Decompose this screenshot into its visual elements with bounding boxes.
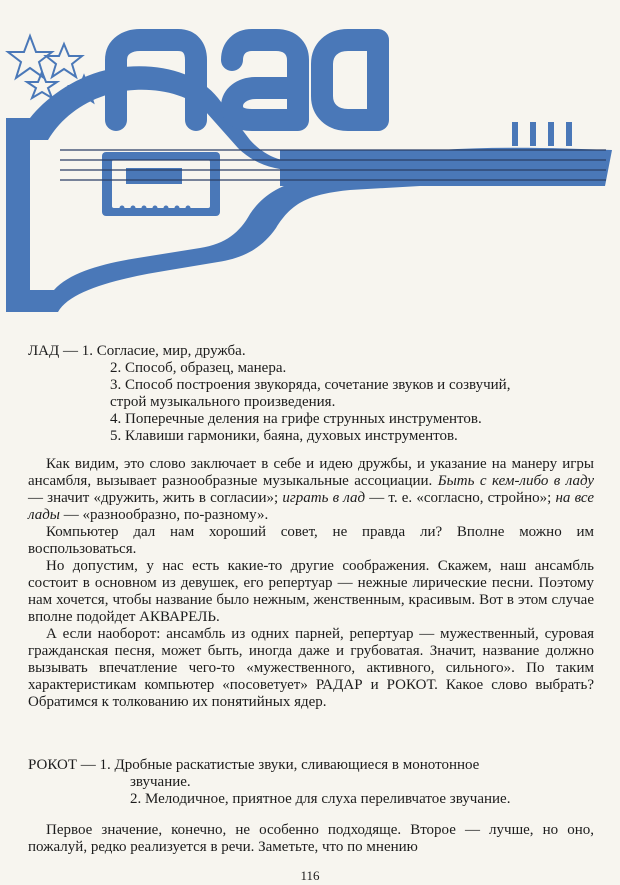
paragraph-5: Первое значение, конечно, не особенно подходяще. Второе — лучше, но оно, пожалуй, редко реализуется в речи. Заметьте, что по мнению bbox=[28, 822, 594, 855]
guitar-neck bbox=[280, 150, 600, 186]
lad-item-4: 4. Поперечные деления на грифе струнных инструментов. bbox=[110, 411, 482, 427]
lad-definition bbox=[28, 343, 594, 445]
rokot-definition bbox=[28, 757, 594, 808]
p1-italic-2: играть в лад bbox=[282, 490, 366, 506]
guitar-tuning-pegs bbox=[512, 122, 572, 146]
rokot-item-2: 2. Мелодичное, приятное для слуха переливчатое звучание. bbox=[130, 791, 511, 807]
paragraph-4: А если наоборот: ансамбль из одних парней, репертуар — мужественный, суровая гражданская песня, может быть, иногда даже и грубоватая. Значит, название должно вызывать впечатление чего-то «мужественного, активного, сильного». По таким характеристикам компьютер «посоветует» РАДАР и РОКОТ. Какое слово выбрать? Обратимся к толкованию их понятийных ядер. bbox=[28, 626, 594, 710]
rokot-definition-row-1 bbox=[28, 757, 594, 774]
lad-item-1: 1. Согласие, мир, дружба. bbox=[81, 343, 246, 359]
lad-definition-row-1 bbox=[28, 343, 594, 360]
paragraph-1 bbox=[28, 456, 594, 524]
lad-item-2: 2. Способ, образец, манера. bbox=[110, 360, 287, 376]
lad-item-3: 3. Способ построения звукоряда, сочетание звуков и созвучий, bbox=[110, 377, 511, 393]
p1-italic-1: Быть с кем-либо в ладу bbox=[437, 473, 594, 489]
rokot-dash: — bbox=[80, 757, 96, 773]
p1-text-d: — «разнообразно, по-разному». bbox=[59, 507, 269, 523]
p1-text-a: Как видим, это слово заключает в себе и идею дружбы, и указание на манеру игры ансамбля, вызывает разнообразные музыкальные ассоциации. bbox=[28, 456, 594, 489]
p1-text-c: — т. е. «согласно, стройно»; bbox=[365, 490, 556, 506]
lad-dash: — bbox=[63, 343, 78, 359]
p1-italic-3: на все лады bbox=[28, 490, 594, 523]
p1-text-b: — значит «дружить, жить в согласии»; bbox=[28, 490, 283, 506]
rokot-term: РОКОТ bbox=[28, 757, 77, 773]
main-text bbox=[28, 456, 594, 711]
rokot-item-1: 1. Дробные раскатистые звуки, сливающиеся в монотонное bbox=[99, 757, 480, 773]
paragraph-2: Компьютер дал нам хороший совет, не правда ли? Вполне можно им воспользоваться. bbox=[28, 524, 594, 557]
paragraph-3: Но допустим, у нас есть какие-то другие соображения. Скажем, наш ансамбль состоит в основном из девушек, его репертуар — нежные лирические песни. Поэтому нам хочется, чтобы название было нежным, женственным, красивым. Вот в этом случае вполне подойдет АКВАРЕЛЬ. bbox=[28, 558, 594, 625]
lad-term: ЛАД bbox=[28, 343, 60, 359]
page-number: 116 bbox=[300, 868, 320, 883]
lad-item-3-cont: строй музыкального произведения. bbox=[110, 394, 336, 410]
closing-text bbox=[28, 822, 594, 856]
guitar-illustration bbox=[0, 0, 620, 330]
rokot-item-1-cont: звучание. bbox=[130, 774, 191, 790]
lad-item-5: 5. Клавиши гармоники, баяна, духовых инструментов. bbox=[110, 428, 458, 444]
